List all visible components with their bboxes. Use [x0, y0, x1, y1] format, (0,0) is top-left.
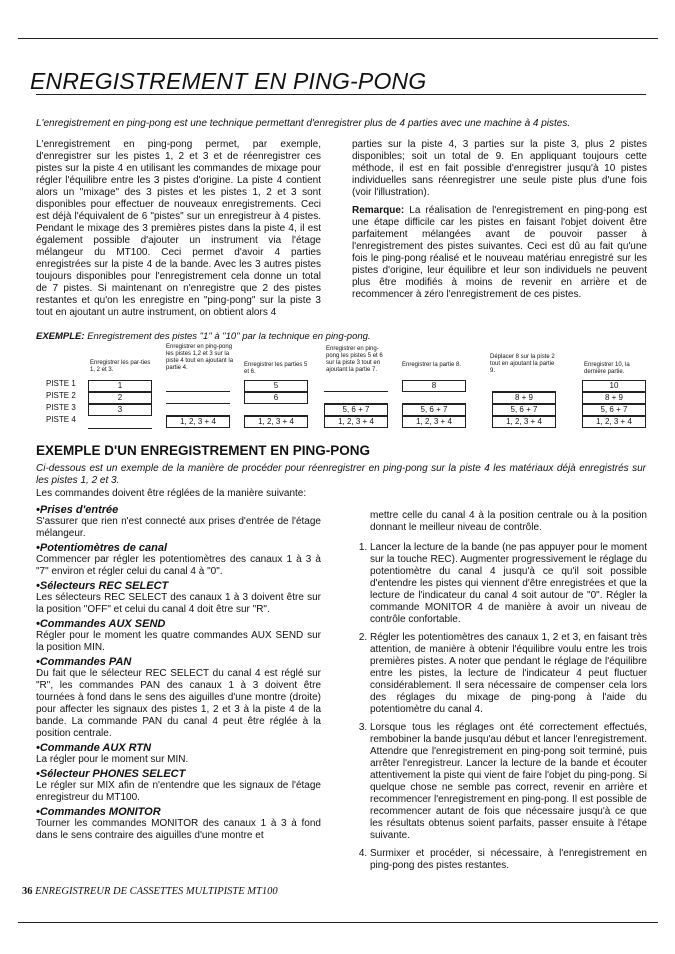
track-cell: 5, 6 + 7 — [492, 404, 556, 416]
caption-5: Enregistrer la partie 8. — [402, 362, 462, 368]
setting-item — [36, 742, 321, 766]
section-intro: Ci-dessous est un exemple de la manière de procéder pour réenregistrer en ping-pong sur la piste 4 les matériaux déjà enregistrés sur les pistes 1, 2 et 3. — [36, 463, 646, 486]
empty-track — [88, 428, 152, 429]
track-cell: 8 + 9 — [582, 392, 646, 404]
track-cell: 5, 6 + 7 — [582, 404, 646, 416]
caption-1: Enregistrer les par-ties 1, 2 et 3. — [90, 360, 151, 373]
title-rule — [36, 94, 646, 95]
setting-text: Tourner les commandes MONITOR des canaux 1 à 3 à fond dans le sens contraire des aiguilles d'une montre et — [36, 818, 321, 841]
setting-text: Régler pour le moment les quatre commandes AUX SEND sur la position MIN. — [36, 630, 321, 653]
caption-6: Déplacer 8 sur la piste 2 tout en ajoutant la partie 9. — [490, 354, 555, 374]
right-intro: mettre celle du canal 4 à la position centrale ou à la position donnant le meilleur niveau de contrôle. — [370, 510, 647, 533]
section-heading: EXEMPLE D'UN ENREGISTREMENT EN PING-PONG — [36, 443, 370, 458]
setting-text: Les sélecteurs REC SELECT des canaux 1 à 3 doivent être sur la position "OFF" et celui du canal 4 doit être sur "R". — [36, 592, 321, 615]
caption-4: Enregistrer en ping-pong les pistes 5 et 6 sur la piste 3 tout en ajoutant la partie 7. — [326, 346, 383, 373]
setting-heading: •Potentiomètres de canal — [36, 542, 168, 554]
column-left — [36, 139, 321, 319]
setting-heading: •Commandes AUX SEND — [36, 618, 166, 630]
setting-item — [36, 768, 321, 804]
track-cell: 3 — [88, 404, 152, 416]
track-cell: 1, 2, 3 + 4 — [402, 416, 466, 428]
step-item: 3. Lorsque tous les réglages ont été correctement effectués, rembobiner la bande jusqu'au début et lancer l'enregistrement. Attendre que l'enregistrement en ping-pong soit terminé, puis arrêter l'enregistreur. Lancer la lecture de la bande et écouter attentivement la piste qui vient de faire l'objet du ping-pong. Si quelque chose ne semble pas correct, revenir en arrière et recommencer l'enregistrement en ping-pong. Il est possible de recommencer autant de fois que nécessaire jusqu'à ce que les résultats obtenus soient parfaits, passer ensuite à l'étape suivante. — [370, 722, 647, 842]
footer-text: ENREGISTREUR DE CASSETTES MULTIPISTE MT100 — [35, 886, 278, 897]
track-cell: 1 — [88, 380, 152, 392]
intro-text: L'enregistrement en ping-pong est une technique permettant d'enregistrer plus de 4 parties avec une machine à 4 pistes. — [36, 118, 571, 129]
track-label: PISTE 3 — [46, 403, 76, 412]
step-item: 1. Lancer la lecture de la bande (ne pas appuyer pour le moment sur la touche REC). Augmenter progressivement le réglage du potentiomètre du canal 4 jusqu'à ce qu'il soit possible d'entendre les pistes qui viennent d'être enregistrées et que la lecture de l'indicateur du canal 4 soit autour de "0". Régler la commande MONITOR 4 de manière à avoir un niveau de contrôle confortable. — [370, 542, 647, 626]
caption-7: Enregistrer 10, la dernière partie. — [584, 362, 630, 375]
track-cell: 6 — [244, 392, 308, 404]
empty-track — [166, 391, 230, 392]
track-cell: 5, 6 + 7 — [324, 404, 388, 416]
column-right — [352, 139, 647, 301]
setting-text: La régler pour le moment sur MIN. — [36, 754, 189, 765]
caption-2: Enregistrer en ping-pong les pistes 1,2 et 3 sur la piste 4 tout en ajoutant la partie 4. — [166, 344, 234, 371]
section-intro-2: Les commandes doivent être réglées de la manière suivante: — [36, 488, 307, 499]
example-label: EXEMPLE: — [36, 331, 85, 342]
setting-item — [36, 504, 321, 540]
setting-item — [36, 806, 321, 842]
track-cell: 8 + 9 — [492, 392, 556, 404]
page-title: ENREGISTREMENT EN PING-PONG — [30, 68, 427, 94]
empty-track — [166, 403, 230, 404]
track-cell: 5 — [244, 380, 308, 392]
page-number: 36 — [22, 886, 33, 897]
track-cell: 1, 2, 3 + 4 — [582, 416, 646, 428]
setting-heading: •Commandes PAN — [36, 656, 132, 668]
setting-text: Commencer par régler les potentiomètres des canaux 1 à 3 à "7" environ et régler celui du canal 4 à "0". — [36, 554, 321, 577]
setting-item — [36, 656, 321, 740]
footer — [22, 886, 278, 897]
track-cell: 1, 2, 3 + 4 — [244, 416, 308, 428]
track-cell: 5, 6 + 7 — [402, 404, 466, 416]
track-cell: 2 — [88, 392, 152, 404]
setting-item — [36, 618, 321, 654]
setting-heading: •Commande AUX RTN — [36, 742, 152, 754]
track-label: PISTE 4 — [46, 415, 76, 424]
example-line — [36, 331, 371, 342]
setting-heading: •Prises d'entrée — [36, 504, 119, 516]
bottom-rule — [18, 922, 658, 923]
remarque — [352, 205, 647, 301]
paragraph: parties sur la piste 4, 3 parties sur la piste 3, plus 2 pistes disponibles; soit un total de 9. En appliquant toujours cette méthode, il est en fait possible d'enregistrer jusqu'à 10 pistes individuelles sans réenregistrer une seule piste plus d'une fois (voir l'illustration). — [352, 139, 647, 198]
setting-item — [36, 580, 321, 616]
remarque-label: Remarque: — [352, 205, 405, 216]
top-rule — [18, 38, 658, 39]
step-item: 4. Surmixer et procéder, si nécessaire, à l'enregistrement en ping-pong des pistes restantes. — [370, 848, 647, 872]
track-label: PISTE 2 — [46, 391, 76, 400]
steps-list — [352, 542, 647, 872]
remarque-text: La réalisation de l'enregistrement en ping-pong est une étape difficile car les pistes en faisant l'objet doivent être parfaitement mélangées avant de pouvoir passer à l'enregistrement des pistes suivantes. Ceci est dû au fait qu'une fois le ping-pong réalisé et le nouveau matériau enregistré sur les pistes d'origine, leur équilibre et leur son individuels ne peuvent plus être modifiés à moins de revenir en arrière et de recommencer à zéro l'enregistrement de ces pistes. — [352, 205, 648, 300]
steps-column — [352, 510, 647, 878]
setting-text: Le régler sur MIX afin de n'entendre que les signaux de l'étage enregistreur du MT100. — [36, 780, 321, 803]
ping-pong-diagram — [36, 344, 646, 429]
setting-heading: •Sélecteur PHONES SELECT — [36, 768, 186, 780]
setting-text: S'assurer que rien n'est connecté aux prises d'entrée de l'étage mélangeur. — [36, 516, 321, 539]
track-cell: 1, 2, 3 + 4 — [492, 416, 556, 428]
example-text: Enregistrement des pistes "1" à "10" par la technique en ping-pong. — [87, 331, 371, 342]
settings-list — [36, 504, 321, 842]
track-cell: 1, 2, 3 + 4 — [166, 416, 230, 428]
setting-text: Du fait que le sélecteur REC SELECT du canal 4 est réglé sur "R", les commandes PAN des canaux 1 à 3 doivent être tournées à fond dans le sens des aiguilles d'une montre (droite) pour affecter les signaux des pistes 1, 2 et 3 à la piste 4 de la bande. La commande PAN du canal 4 peut être réglée à la position centrale. — [36, 668, 321, 739]
track-label: PISTE 1 — [46, 379, 76, 388]
setting-item — [36, 542, 321, 578]
track-cell: 10 — [582, 380, 646, 392]
track-cell: 8 — [402, 380, 466, 392]
empty-track — [324, 391, 388, 392]
caption-3: Enregistrer les parties 5 et 6. — [244, 362, 308, 375]
setting-heading: •Sélecteurs REC SELECT — [36, 580, 169, 592]
track-cell: 1, 2, 3 + 4 — [324, 416, 388, 428]
setting-heading: •Commandes MONITOR — [36, 806, 161, 818]
step-item: 2. Régler les potentiomètres des canaux 1, 2 et 3, en faisant très attention, de manière à obtenir l'équilibre voulu entre les trois premières pistes. A noter que pendant le réglage de l'équilibre entre les pistes, la lecture de l'indicateur 4 peut fluctuer considérablement. Il sera nécessaire de compenser cela lors des réglages du mixage de ping-pong à l'aide du potentiomètre du canal 4. — [370, 632, 647, 716]
paragraph: L'enregistrement en ping-pong permet, par exemple, d'enregistrer sur les pistes 1, 2 et 3 et de réenregistrer ces pistes sur la piste 4 en utilisant les commandes de mixage pour régler l'équilibre entre les 3 pistes d'origine. La piste 4 contient alors un "mixage" des 3 pistes et les pistes 1, 2 et 3 sont disponibles pour effectuer de nouveaux enregistrements. Ceci est déjà l'équivalent de 6 "pistes" sur un enregistreur à 4 pistes. Pendant le mixage des 3 premières pistes dans la piste 4, il est également possible d'ajouter un instrument via l'étage mélangeur du MT100. Ceci permet d'avoir 4 parties enregistrées sur la piste 4 de la bande. Avec les 3 autres pistes toujours disponibles pour l'enregistrement cela donne un total de 7 pistes. Si maintenant on n'enregistre que 2 des pistes restantes et qu'on les enregistre en "ping-pong" sur la piste 3 tout en ajoutant un autre instrument, on obtient alors 4 — [36, 139, 321, 318]
